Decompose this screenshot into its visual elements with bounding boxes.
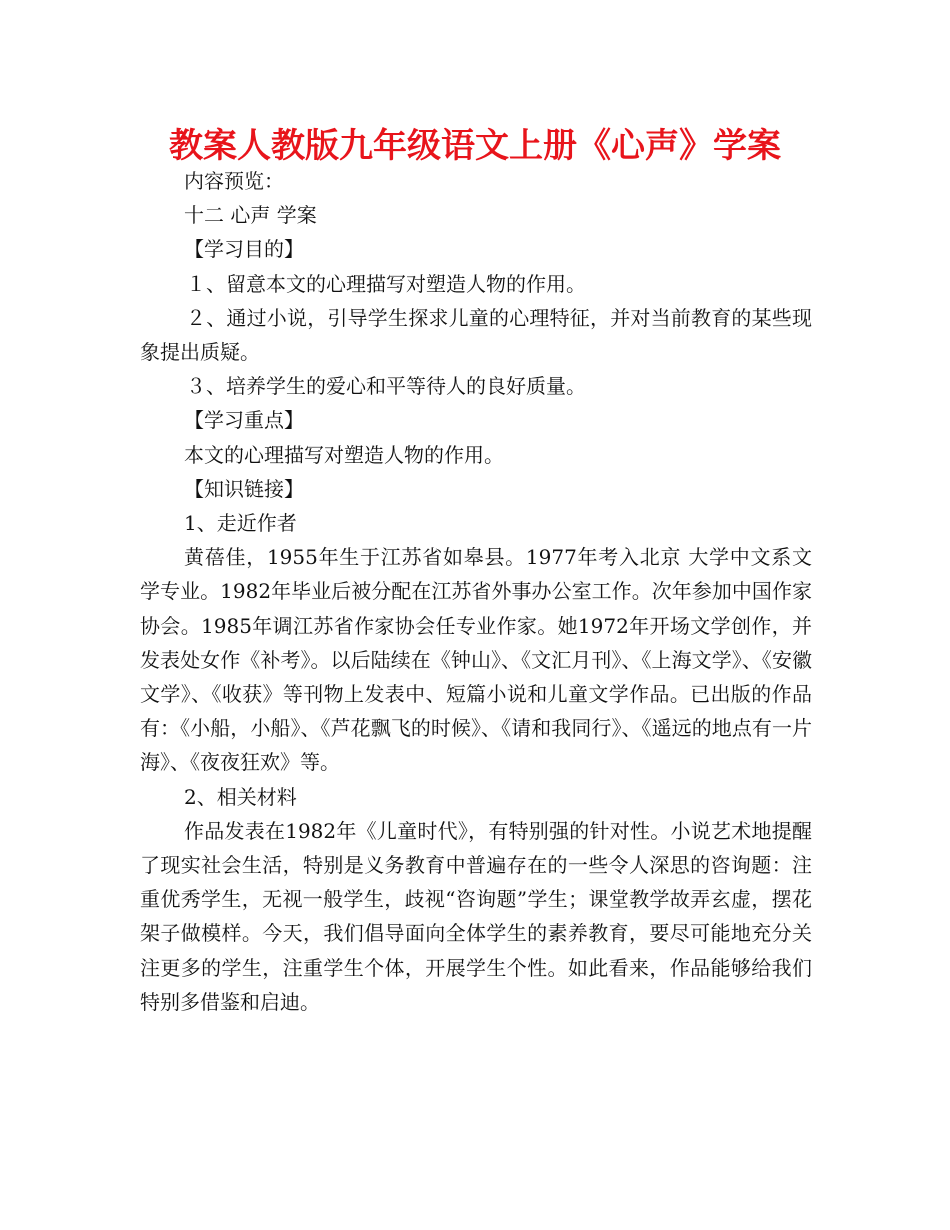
section-heading-objectives: 【学习目的】 bbox=[184, 237, 304, 262]
document-body bbox=[140, 164, 812, 1019]
objective-item-2: ２、通过小说，引导学生探求儿童的心理特征，并对当前教育的某些现象提出质疑。 bbox=[140, 305, 812, 365]
subheading-materials: 2、相关材料 bbox=[184, 784, 297, 809]
lesson-heading: 十二 心声 学案 bbox=[184, 203, 317, 228]
section-heading-keypoints: 【学习重点】 bbox=[184, 408, 304, 433]
materials-paragraph: 作品发表在1982年《儿童时代》，有特别强的针对性。小说艺术地提醒了现实社会生活，特别是义务教育中普遍存在的一些令人深思的咨询题：注重优秀学生，无视一般学生，歧视“咨询题”学生；课堂教学故弄玄虚，摆花架子做模样。今天，我们倡导面向全体学生的素养教育，要尽可能地充分关注更多的学生，注重学生个体，开展学生个性。如此看来，作品能够给我们特别多借鉴和启迪。 bbox=[140, 818, 812, 1014]
subheading-author: 1、走近作者 bbox=[184, 511, 297, 536]
objective-item-3: ３、培养学生的爱心和平等待人的良好质量。 bbox=[186, 374, 586, 399]
section-heading-knowledge: 【知识链接】 bbox=[184, 476, 304, 501]
preview-label: 内容预览： bbox=[184, 169, 284, 193]
document-title: 教案人教版九年级语文上册《心声》学案 bbox=[169, 126, 781, 166]
keypoint-text: 本文的心理描写对塑造人物的作用。 bbox=[184, 442, 504, 467]
author-paragraph: 黄蓓佳，1955年生于江苏省如皋县。1977年考入北京 大学中文系文学专业。1982年毕业后被分配在江苏省外事办公室工作。次年参加中国作家协会。1985年调江苏省作家协会任专业作家。她1972年开场文学创作，并发表处女作《补考》。以后陆续在《钟山》、《文汇月刊》、《上海文学》、《安徽文学》、《收获》等刊物上发表中、短篇小说和儿童文学作品。已出版的作品有：《小船，小船》、《芦花飘飞的时候》、《请和我同行》、《遥远的地点有一片海》、《夜夜狂欢》等。 bbox=[140, 545, 812, 775]
objective-item-1: １、留意本文的心理描写对塑造人物的作用。 bbox=[186, 271, 586, 296]
